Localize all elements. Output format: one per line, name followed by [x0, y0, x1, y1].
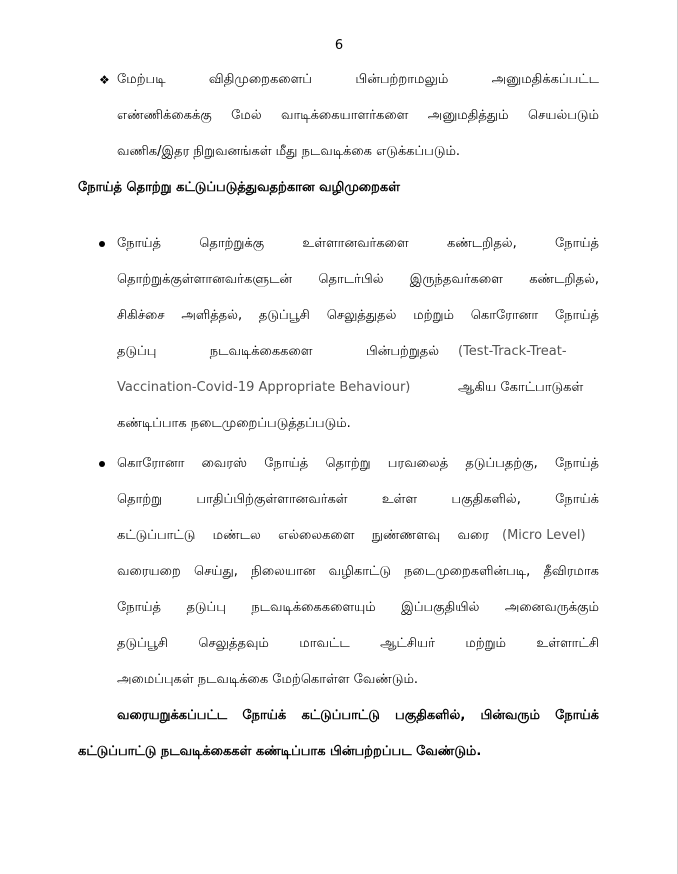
section-heading: நோய்த் தொற்று கட்டுப்படுத்துவதற்கான வழிமுறைகள்	[78, 180, 400, 195]
bullet1-line-4-tamil: தடுப்பு நடவடிக்கைகளை பின்பற்றுதல்	[117, 344, 439, 359]
bullet2-line-6: தடுப்பூசி செலுத்தவும் மாவட்ட ஆட்சியர் மற்றும் உள்ளாட்சி	[117, 636, 599, 651]
top-bullet-line-2: எண்ணிக்கைக்கு மேல் வாடிக்கையாளர்களை அனுமதித்தும் செயல்படும்	[117, 108, 599, 123]
bullet-dot-icon	[99, 461, 105, 467]
bullet2-line-4: வரையறை செய்து, நிலையான வழிகாட்டு நடைமுறைகளின்படி, தீவிரமாக	[117, 564, 599, 579]
bullet-dot-icon	[99, 241, 105, 247]
bullet1-line-3: சிகிச்சை அளித்தல், தடுப்பூசி செலுத்துதல் மற்றும் கொரோனா நோய்த்	[117, 308, 599, 323]
bullet2-line-3-tamil: கட்டுப்பாட்டு மண்டல எல்லைகளை நுண்ணளவு வரை	[117, 528, 489, 543]
bullet1-line-4-english: (Test-Track-Treat-	[458, 344, 567, 359]
bullet1-line-5-tamil: ஆகிய கோட்பாடுகள்	[458, 380, 584, 395]
bullet2-line-2: தொற்று பாதிப்பிற்குள்ளானவர்கள் உள்ள பகுதிகளில், நோய்க்	[117, 492, 599, 507]
closing-line-1: வரையறுக்கப்பட்ட நோய்க் கட்டுப்பாட்டு பகுதிகளில், பின்வரும் நோய்க்	[117, 708, 599, 723]
bullet1-line-6: கண்டிப்பாக நடைமுறைப்படுத்தப்படும்.	[117, 416, 351, 431]
top-bullet-line-1: மேற்படி விதிமுறைகளைப் பின்பற்றாமலும் அனுமதிக்கப்பட்ட	[117, 72, 599, 87]
bullet2-line-1: கொரோனா வைரஸ் நோய்த் தொற்று பரவலைத் தடுப்பதற்கு, நோய்த்	[117, 456, 599, 471]
bullet1-line-5-english: Vaccination-Covid-19 Appropriate Behaviour)	[117, 380, 411, 395]
bullet1-line-1: நோய்த் தொற்றுக்கு உள்ளானவர்களை கண்டறிதல், நோய்த்	[117, 236, 599, 251]
bullet2-line-5: நோய்த் தடுப்பு நடவடிக்கைகளையும் இப்பகுதியில் அனைவருக்கும்	[117, 600, 599, 615]
bullet2-line-3-english: (Micro Level)	[502, 528, 586, 543]
top-bullet-line-3: வணிக/இதர நிறுவனங்கள் மீது நடவடிக்கை எடுக்கப்படும்.	[117, 144, 461, 159]
closing-line-2: கட்டுப்பாட்டு நடவடிக்கைகள் கண்டிப்பாக பின்பற்றப்பட வேண்டும்.	[78, 744, 482, 759]
bullet1-line-2: தொற்றுக்குள்ளானவர்களுடன் தொடர்பில் இருந்தவர்களை கண்டறிதல்,	[117, 272, 599, 287]
bullet2-line-7: அமைப்புகள் நடவடிக்கை மேற்கொள்ள வேண்டும்.	[117, 672, 419, 687]
diamond-bullet-icon: ❖	[99, 73, 110, 87]
page-number: 6	[334, 38, 344, 53]
